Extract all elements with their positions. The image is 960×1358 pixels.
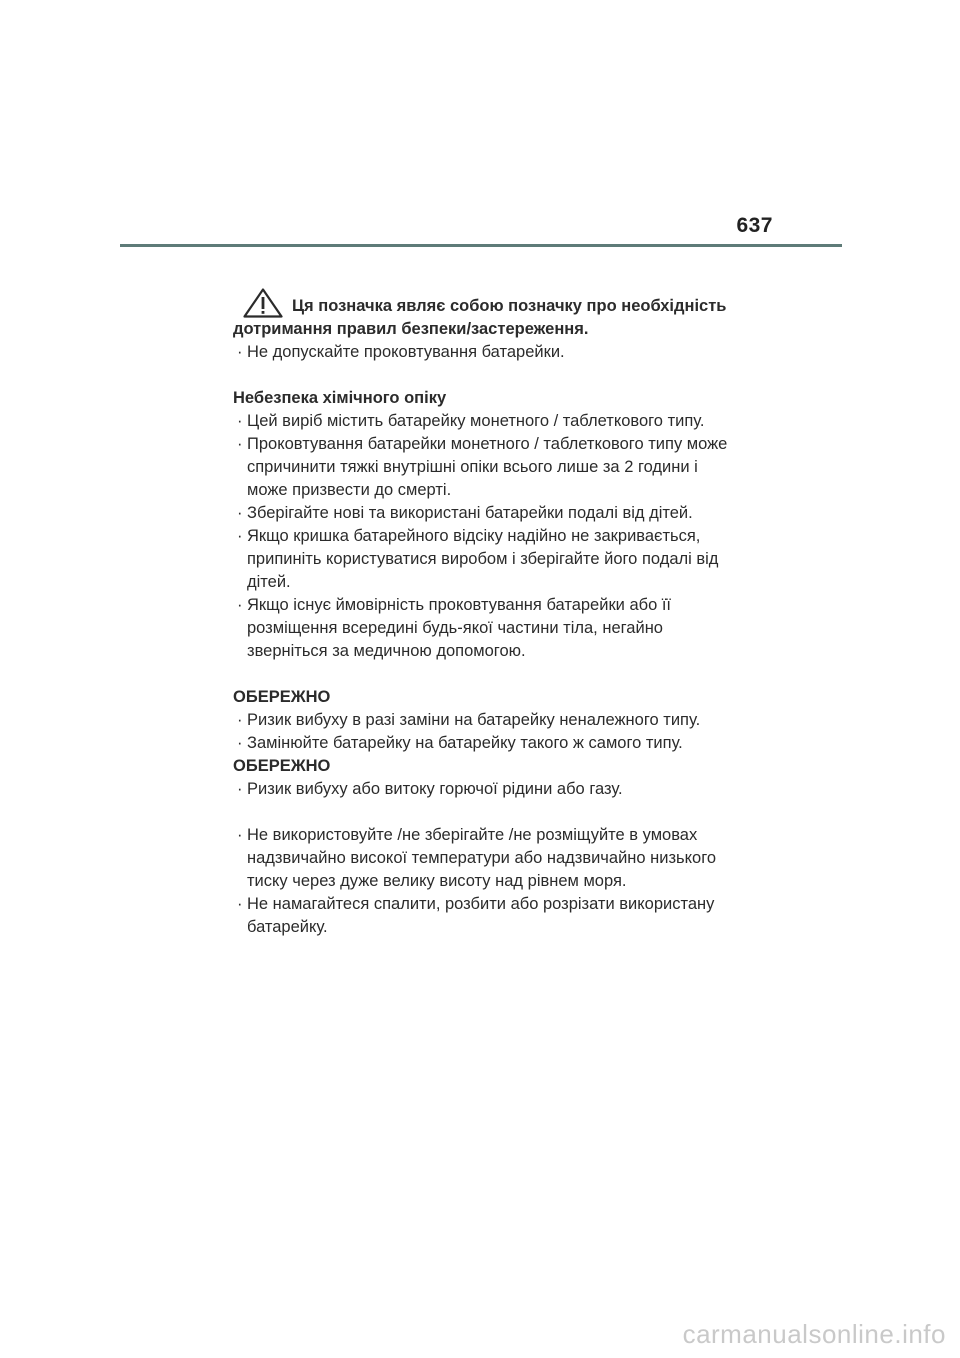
bullet: · xyxy=(237,343,243,361)
list-item xyxy=(233,525,733,548)
footer-watermark: carmanualsonline.info xyxy=(682,1319,946,1349)
list-item-text: Ризик вибуху або витоку горючої рідини або газу. xyxy=(247,780,623,798)
bullet: · xyxy=(237,895,243,913)
list-item-text: Зберігайте нові та використані батарейки подалі від дітей. xyxy=(247,504,693,522)
warning-intro-text-1: Ця позначка являє собою позначку про необхідність xyxy=(292,297,727,315)
list-item-continuation: надзвичайно високої температури або надзвичайно низького xyxy=(247,849,717,867)
section-heading-caution: ОБЕРЕЖНО xyxy=(233,688,331,706)
section-heading-caution: ОБЕРЕЖНО xyxy=(233,757,331,775)
list-item-text: Замінюйте батарейку на батарейку такого ж самого типу. xyxy=(247,734,683,752)
list-item-text: Якщо кришка батарейного відсіку надійно не закривається, xyxy=(247,527,701,545)
list-item-continuation: розміщення всередині будь-якої частини тіла, негайно xyxy=(247,619,663,637)
list-item-text: Проковтування батарейки монетного / таблеткового типу може xyxy=(247,435,728,453)
list-item xyxy=(233,893,733,916)
bullet: · xyxy=(237,711,243,729)
section-heading-chemical-burn: Небезпека хімічного опіку xyxy=(233,389,447,407)
bullet: · xyxy=(237,412,243,430)
list-item xyxy=(233,502,733,525)
list-item-text: Не допускайте проковтування батарейки. xyxy=(247,343,565,361)
list-item xyxy=(233,341,733,364)
list-item-continuation: дітей. xyxy=(247,573,291,591)
page-number: 637 xyxy=(736,214,773,237)
list-item xyxy=(233,778,733,801)
list-item-text: Не використовуйте /не зберігайте /не розміщуйте в умовах xyxy=(247,826,698,844)
bullet: · xyxy=(237,527,243,545)
list-item-text: Не намагайтеся спалити, розбити або розрізати використану xyxy=(247,895,715,913)
list-item-continuation: може призвести до смерті. xyxy=(247,481,452,499)
list-item-continuation: батарейку. xyxy=(247,918,328,936)
list-item-continuation: припиніть користуватися виробом і зберігайте його подалі від xyxy=(247,550,719,568)
bullet: · xyxy=(237,596,243,614)
warning-intro-text-2: дотримання правил безпеки/застереження. xyxy=(233,320,589,338)
list-item-continuation: зверніться за медичною допомогою. xyxy=(247,642,526,660)
header-divider xyxy=(120,244,842,247)
list-item-text: Ризик вибуху в разі заміни на батарейку неналежного типу. xyxy=(247,711,701,729)
document-body xyxy=(233,288,733,939)
bullet: · xyxy=(237,780,243,798)
list-item xyxy=(233,732,733,755)
warning-intro-line xyxy=(233,288,733,318)
bullet: · xyxy=(237,826,243,844)
list-item xyxy=(233,824,733,847)
bullet: · xyxy=(237,435,243,453)
bullet: · xyxy=(237,504,243,522)
list-item xyxy=(233,709,733,732)
list-item xyxy=(233,410,733,433)
list-item xyxy=(233,594,733,617)
list-item-continuation: тиску через дуже велику висоту над рівнем моря. xyxy=(247,872,627,890)
warning-triangle-icon xyxy=(243,288,283,318)
list-item-text: Якщо існує ймовірність проковтування батарейки або її xyxy=(247,596,672,614)
bullet: · xyxy=(237,734,243,752)
list-item xyxy=(233,433,733,456)
list-item-continuation: спричинити тяжкі внутрішні опіки всього лише за 2 години і xyxy=(247,458,698,476)
list-item-text: Цей виріб містить батарейку монетного / таблеткового типу. xyxy=(247,412,705,430)
